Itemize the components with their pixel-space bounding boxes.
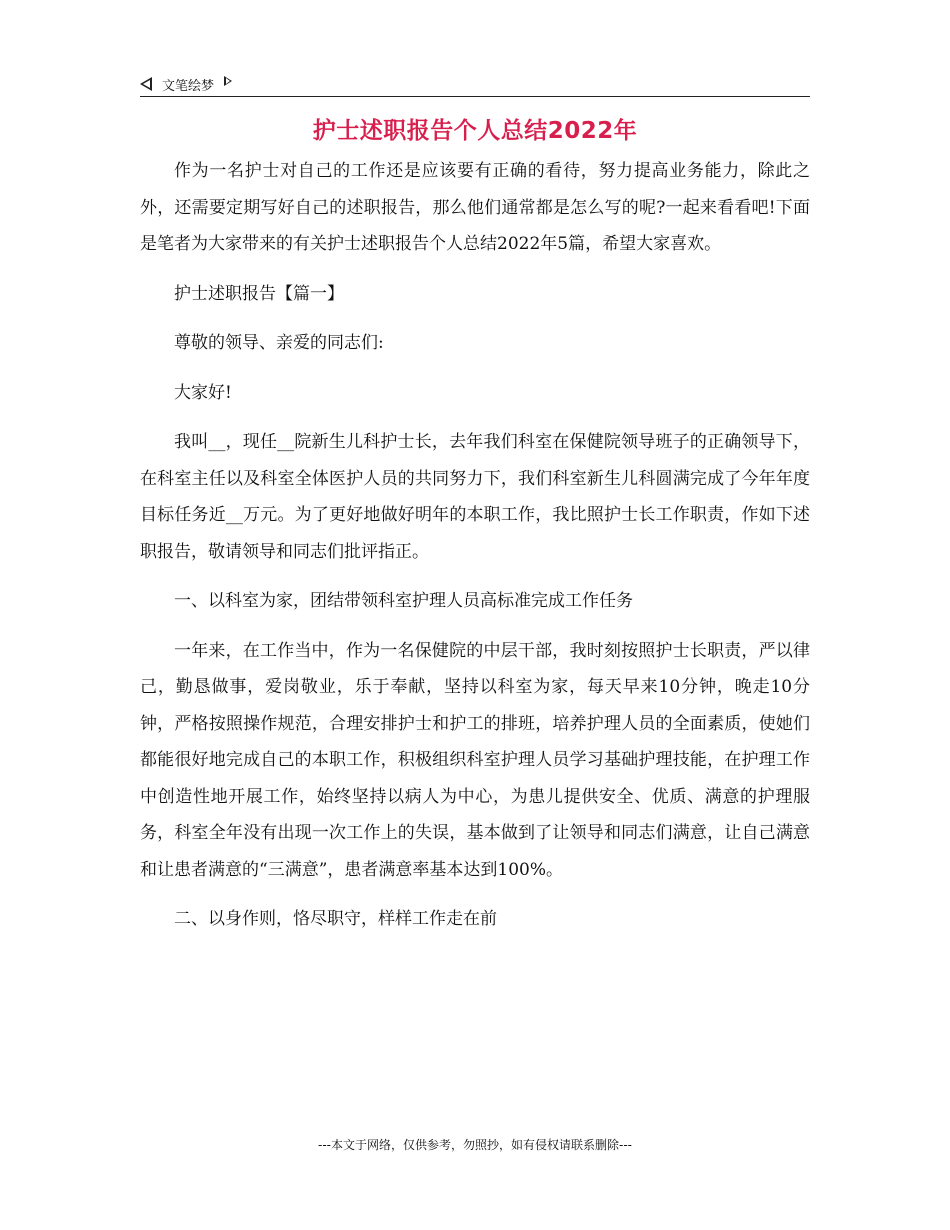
subheading: 一、以科室为家，团结带领科室护理人员高标准完成工作任务 [174, 591, 633, 611]
section-heading: 护士述职报告【篇一】 [174, 283, 344, 304]
intro-paragraph: 作为一名护士对自己的工作还是应该要有正确的看待，努力提高业务能力，除此之外，还需要定期写好自己的述职报告，那么他们通常都是怎么写的呢?一起来看看吧!下面是笔者为大家带来的有关护士述职报告个人总结2022年5篇，希望大家喜欢。 [140, 161, 810, 254]
document-title: 护士述职报告个人总结2022年 [312, 118, 638, 144]
brand-text: 文笔绘梦 [162, 78, 215, 94]
body-paragraph: 一年来，在工作当中，作为一名保健院的中层干部，我时刻按照护士长职责，严以律己，勤恳做事，爱岗敬业，乐于奉献，坚持以科室为家，每天早来10分钟，晚走10分钟，严格按照操作规范，合理安排护士和护工的排班，培养护理人员的全面素质，使她们都能很好地完成自己的本职工作，积极组织科室护理人员学习基础护理技能，在护理工作中创造性地开展工作，始终坚持以病人为中心，为患儿提供安全、优质、满意的护理服务，科室全年没有出现一次工作上的失误，基本做到了让领导和同志们满意，让自己满意和让患者满意的“三满意”，患者满意率基本达到100%。 [140, 640, 810, 880]
triangle-left-outline-icon [140, 77, 152, 91]
salutation: 尊敬的领导、亲爱的同志们: [174, 333, 384, 353]
body-paragraph: 我叫__，现任__院新生儿科护士长，去年我们科室在保健院领导班子的正确领导下，在科室主任以及科室全体医护人员的共同努力下，我们科室新生儿科圆满完成了今年年度目标任务近__万元。为了更好地做好明年的本职工作，我比照护士长工作职责，作如下述职报告，敬请领导和同志们批评指正。 [140, 432, 810, 562]
document-body [140, 153, 810, 951]
brand [140, 74, 232, 94]
page-footer: ---本文于网络，仅供参考，勿照抄，如有侵权请联系删除--- [318, 1138, 632, 1152]
triangle-right-outline-icon [224, 76, 232, 86]
subheading: 二、以身作则，恪尽职守，样样工作走在前 [174, 909, 497, 929]
greeting: 大家好! [174, 382, 232, 403]
page-header [140, 74, 810, 97]
